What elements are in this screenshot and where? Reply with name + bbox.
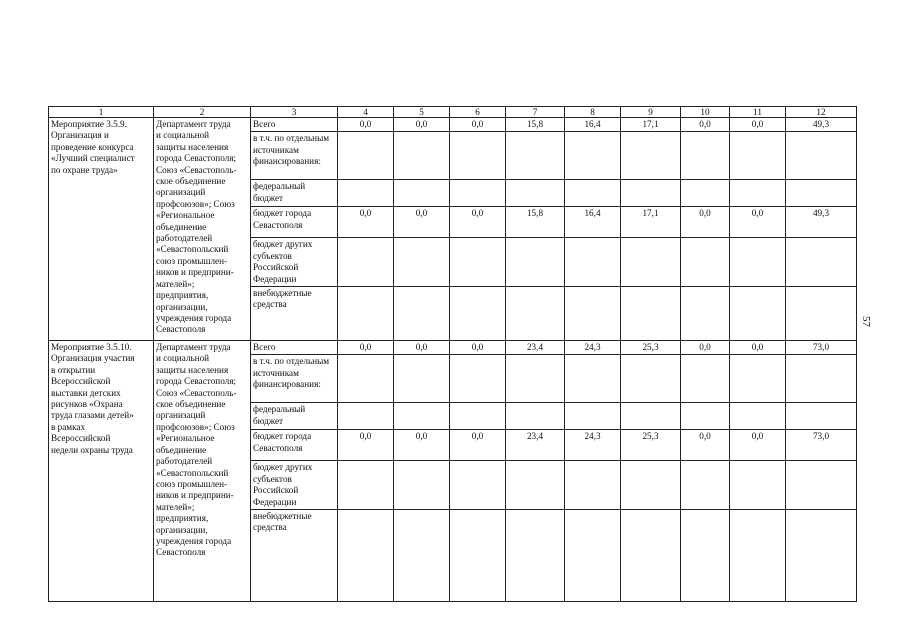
funding-table xyxy=(48,106,857,602)
funding-source: бюджет города Севастополя xyxy=(251,207,338,238)
value-cell xyxy=(506,180,565,207)
value-cell: 17,1 xyxy=(621,118,681,132)
value-cell xyxy=(786,510,857,602)
value-cell xyxy=(730,510,786,602)
value-cell: 0,0 xyxy=(730,207,786,238)
value-cell xyxy=(786,132,857,180)
header-cell: 4 xyxy=(338,107,394,118)
value-cell xyxy=(786,403,857,430)
value-cell xyxy=(786,180,857,207)
value-cell: 0,0 xyxy=(338,341,394,355)
measure-name: Мероприятие 3.5.9. Организация и проведение конкурса «Лучший специалист по охране труда» xyxy=(49,118,154,341)
value-cell xyxy=(730,132,786,180)
value-cell xyxy=(681,238,730,287)
value-cell: 0,0 xyxy=(450,207,506,238)
value-cell: 0,0 xyxy=(681,207,730,238)
value-cell: 0,0 xyxy=(338,118,394,132)
funding-source: бюджет города Севастополя xyxy=(251,430,338,461)
value-cell: 0,0 xyxy=(730,341,786,355)
value-cell xyxy=(338,510,394,602)
header-cell: 2 xyxy=(154,107,251,118)
value-cell: 16,4 xyxy=(565,207,621,238)
value-cell xyxy=(394,355,450,403)
value-cell: 49,3 xyxy=(786,207,857,238)
value-cell xyxy=(506,132,565,180)
value-cell xyxy=(730,461,786,510)
value-cell xyxy=(394,510,450,602)
value-cell: 16,4 xyxy=(565,118,621,132)
value-cell xyxy=(621,238,681,287)
value-cell: 24,3 xyxy=(565,430,621,461)
value-cell xyxy=(506,510,565,602)
value-cell: 49,3 xyxy=(786,118,857,132)
funding-source: бюджет других субъектов Российской Федерации xyxy=(251,461,338,510)
value-cell xyxy=(730,403,786,430)
value-cell xyxy=(394,238,450,287)
value-cell xyxy=(681,403,730,430)
funding-source: Всего xyxy=(251,341,338,355)
header-cell: 3 xyxy=(251,107,338,118)
value-cell xyxy=(506,355,565,403)
funding-source: внебюджетные средства xyxy=(251,510,338,602)
funding-source: федеральный бюджет xyxy=(251,403,338,430)
value-cell xyxy=(786,238,857,287)
value-cell xyxy=(450,287,506,341)
value-cell xyxy=(730,180,786,207)
value-cell xyxy=(730,238,786,287)
value-cell: 73,0 xyxy=(786,341,857,355)
value-cell xyxy=(621,180,681,207)
value-cell xyxy=(681,132,730,180)
value-cell: 23,4 xyxy=(506,341,565,355)
value-cell xyxy=(621,355,681,403)
header-cell: 12 xyxy=(786,107,857,118)
value-cell: 0,0 xyxy=(730,118,786,132)
value-cell: 0,0 xyxy=(394,430,450,461)
value-cell xyxy=(394,403,450,430)
value-cell xyxy=(394,287,450,341)
header-row xyxy=(49,107,857,118)
value-cell: 0,0 xyxy=(681,118,730,132)
value-cell: 17,1 xyxy=(621,207,681,238)
value-cell: 23,4 xyxy=(506,430,565,461)
header-cell: 5 xyxy=(394,107,450,118)
funding-source: федеральный бюджет xyxy=(251,180,338,207)
value-cell xyxy=(621,510,681,602)
value-cell xyxy=(506,287,565,341)
measure-executor: Департамент труда и социальной защиты населения города Севастополя; Союз «Севастополь- ское объединение организаций профсоюзов»; Союз «Региональное объединение работодателей «Севастопольский союз промышлен- ников и предприни- мателей»; предприятия, организации, учреждения города Севастополя xyxy=(154,341,251,602)
value-cell xyxy=(506,461,565,510)
value-cell xyxy=(338,180,394,207)
value-cell xyxy=(338,132,394,180)
value-cell: 24,3 xyxy=(565,341,621,355)
value-cell: 73,0 xyxy=(786,430,857,461)
value-cell xyxy=(394,461,450,510)
header-cell: 9 xyxy=(621,107,681,118)
table-body xyxy=(49,107,857,602)
funding-source: внебюджетные средства xyxy=(251,287,338,341)
value-cell xyxy=(338,403,394,430)
value-cell: 0,0 xyxy=(394,341,450,355)
value-cell xyxy=(394,132,450,180)
measure-executor: Департамент труда и социальной защиты населения города Севастополя; Союз «Севастополь- ское объединение организаций профсоюзов»; Союз «Региональное объединение работодателей «Севастопольский союз промышлен- ников и предприни- мателей»; предприятия, организации, учреждения города Севастополя xyxy=(154,118,251,341)
value-cell xyxy=(506,403,565,430)
funding-source: Всего xyxy=(251,118,338,132)
value-cell xyxy=(621,287,681,341)
value-cell xyxy=(565,461,621,510)
value-cell xyxy=(786,461,857,510)
value-cell xyxy=(681,287,730,341)
value-cell: 0,0 xyxy=(450,118,506,132)
value-cell xyxy=(565,180,621,207)
funding-source: бюджет других субъектов Российской Федерации xyxy=(251,238,338,287)
value-cell xyxy=(338,355,394,403)
value-cell xyxy=(621,403,681,430)
value-cell xyxy=(681,461,730,510)
value-cell: 0,0 xyxy=(394,207,450,238)
value-cell: 0,0 xyxy=(450,341,506,355)
value-cell xyxy=(394,180,450,207)
value-cell: 0,0 xyxy=(450,430,506,461)
value-cell xyxy=(338,238,394,287)
value-cell xyxy=(565,287,621,341)
value-cell xyxy=(621,461,681,510)
value-cell: 0,0 xyxy=(338,207,394,238)
value-cell: 25,3 xyxy=(621,341,681,355)
funding-source: в т.ч. по отдельным источникам финансирования: xyxy=(251,355,338,403)
value-cell xyxy=(338,461,394,510)
value-cell xyxy=(786,287,857,341)
value-cell xyxy=(338,287,394,341)
value-cell xyxy=(730,355,786,403)
funding-source: в т.ч. по отдельным источникам финансирования: xyxy=(251,132,338,180)
measure-name: Мероприятие 3.5.10. Организация участия в открытии Всероссийской выставки детских рисунков «Охрана труда глазами детей» в рамках Всероссийской недели охраны труда xyxy=(49,341,154,602)
header-cell: 1 xyxy=(49,107,154,118)
value-cell: 25,3 xyxy=(621,430,681,461)
header-cell: 6 xyxy=(450,107,506,118)
table-row xyxy=(49,118,857,132)
value-cell xyxy=(565,238,621,287)
value-cell: 0,0 xyxy=(338,430,394,461)
value-cell xyxy=(730,287,786,341)
header-cell: 10 xyxy=(681,107,730,118)
value-cell xyxy=(450,403,506,430)
value-cell xyxy=(786,355,857,403)
value-cell: 15,8 xyxy=(506,118,565,132)
value-cell xyxy=(450,238,506,287)
value-cell xyxy=(681,355,730,403)
value-cell xyxy=(450,510,506,602)
value-cell xyxy=(681,510,730,602)
value-cell xyxy=(450,461,506,510)
value-cell xyxy=(450,180,506,207)
value-cell xyxy=(450,132,506,180)
header-cell: 11 xyxy=(730,107,786,118)
value-cell: 0,0 xyxy=(681,430,730,461)
value-cell xyxy=(565,510,621,602)
value-cell: 0,0 xyxy=(394,118,450,132)
header-cell: 8 xyxy=(565,107,621,118)
table-row xyxy=(49,341,857,355)
value-cell xyxy=(565,132,621,180)
value-cell: 0,0 xyxy=(730,430,786,461)
value-cell xyxy=(565,355,621,403)
header-cell: 7 xyxy=(506,107,565,118)
value-cell xyxy=(565,403,621,430)
value-cell: 0,0 xyxy=(681,341,730,355)
value-cell: 15,8 xyxy=(506,207,565,238)
value-cell xyxy=(506,238,565,287)
page-number: 57 xyxy=(860,316,872,327)
value-cell xyxy=(450,355,506,403)
value-cell xyxy=(681,180,730,207)
value-cell xyxy=(621,132,681,180)
